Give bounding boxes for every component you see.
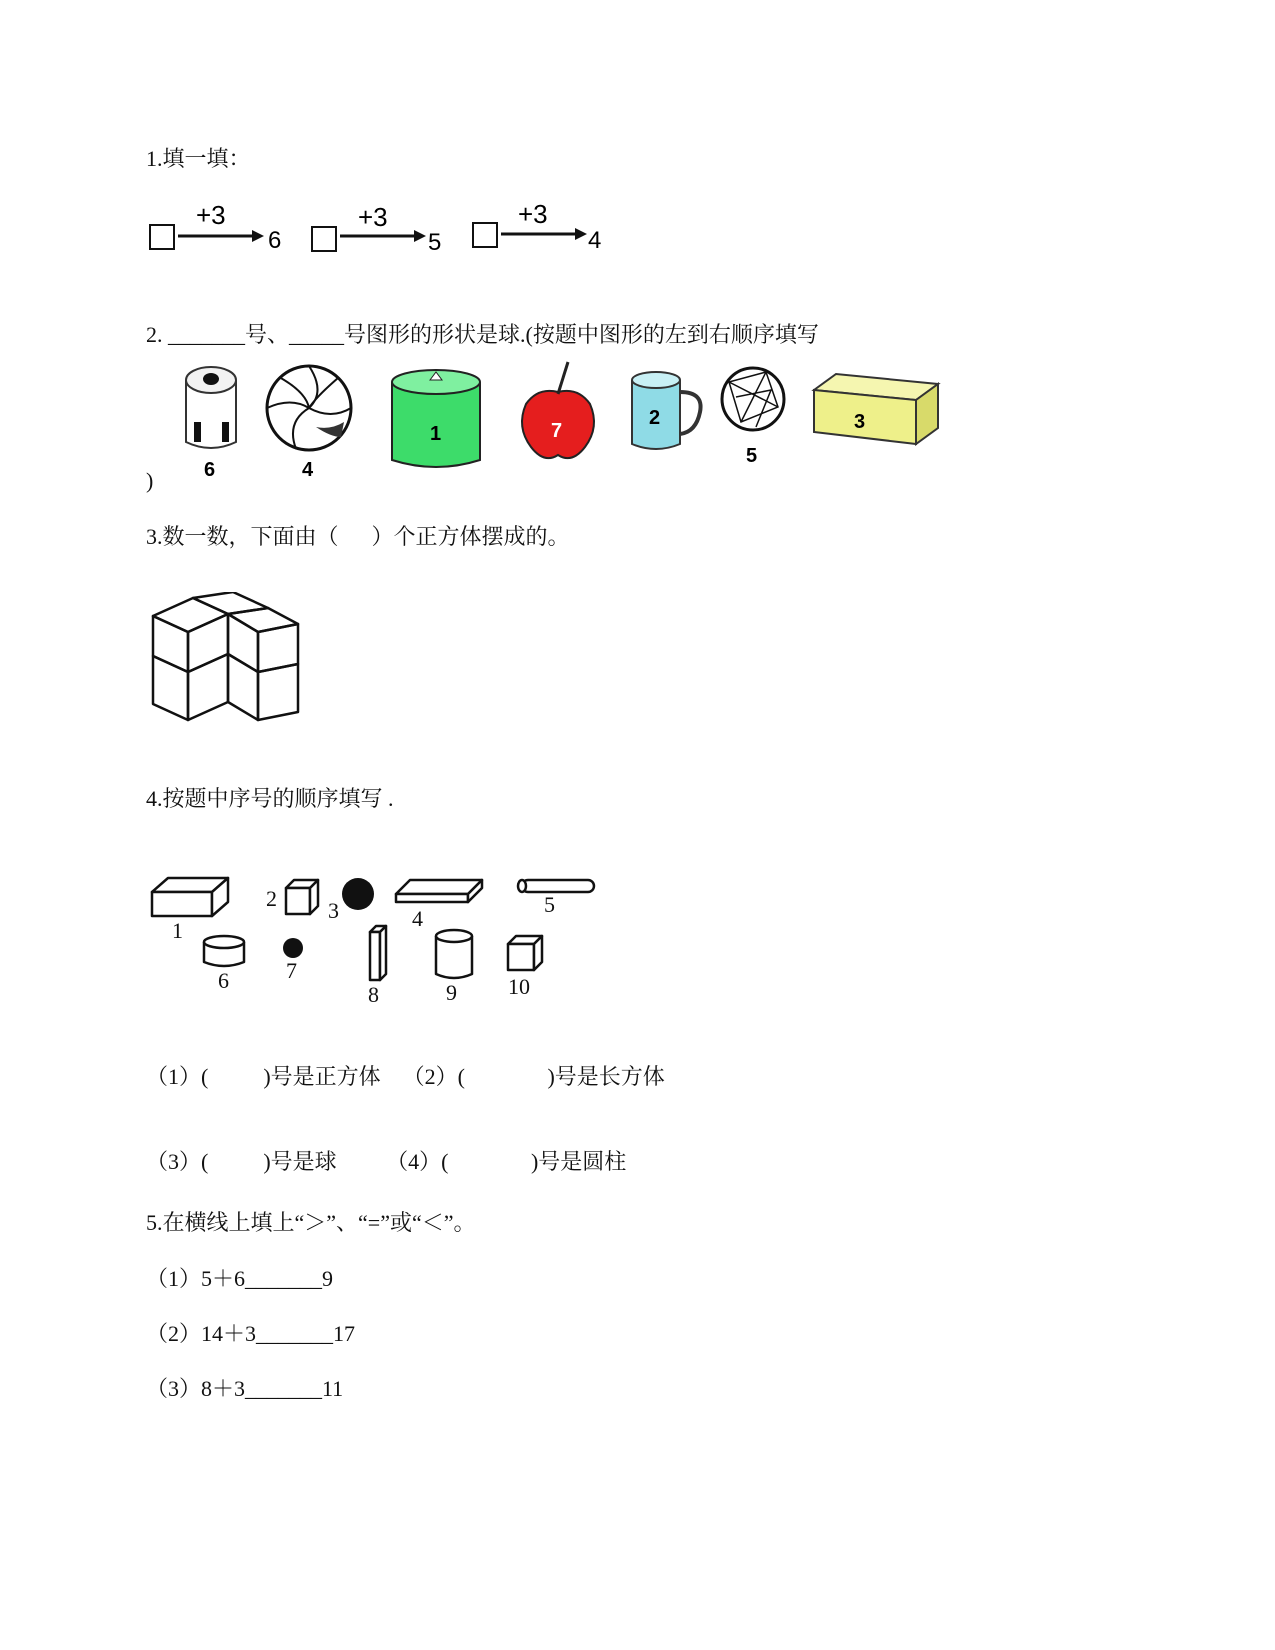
arrow-icon <box>414 230 426 242</box>
svg-text:1: 1 <box>172 918 183 943</box>
svg-text:4: 4 <box>302 459 314 481</box>
result-label-1: 6 <box>268 227 282 254</box>
answer-box-2[interactable] <box>312 227 336 251</box>
svg-text:3: 3 <box>328 898 339 923</box>
object-1-green-cylinder <box>392 370 480 467</box>
shape-7-ball <box>283 938 303 958</box>
q2-objects-figure <box>166 352 946 492</box>
q5-item-2: （2）14＋3_______17 <box>146 1321 356 1346</box>
op-label-1: +3 <box>196 200 226 230</box>
q4-line-1: （1）( )号是正方体 （2）( )号是长方体 <box>146 1064 665 1089</box>
svg-text:7: 7 <box>286 958 297 983</box>
svg-text:4: 4 <box>412 906 423 931</box>
q2-question: 2. _______号、_____号图形的形状是球.(按题中图形的左到右顺序填写 <box>146 322 819 347</box>
q5-item-1: （1）5＋6_______9 <box>146 1266 334 1291</box>
answer-box-1[interactable] <box>150 225 174 249</box>
svg-text:10: 10 <box>508 974 530 999</box>
svg-text:8: 8 <box>368 982 379 1007</box>
q5-question: 5.在横线上填上“＞”、“=”或“＜”。 <box>146 1210 476 1235</box>
svg-text:5: 5 <box>746 445 758 467</box>
svg-text:3: 3 <box>854 411 866 433</box>
q4-line-2: （3）( )号是球 （4）( )号是圆柱 <box>146 1149 627 1174</box>
q2-close-paren: ) <box>146 468 154 493</box>
svg-text:1: 1 <box>430 423 442 445</box>
q1-title: 1.填一填： <box>146 146 251 171</box>
op-label-3: +3 <box>518 199 548 229</box>
q5-item-3: （3）8＋3_______11 <box>146 1376 344 1401</box>
object-7-apple <box>522 362 594 458</box>
q3-cubes-figure <box>148 592 308 724</box>
shape-3-ball <box>342 878 374 910</box>
object-5-wire-ball <box>722 368 784 467</box>
q4-shapes-figure <box>146 862 616 1012</box>
result-label-3: 4 <box>588 227 602 254</box>
answer-box-3[interactable] <box>473 223 497 247</box>
q1-arrow-figures <box>140 196 620 266</box>
object-3-box <box>814 374 938 444</box>
svg-text:2: 2 <box>649 407 661 429</box>
object-2-mug <box>632 372 701 449</box>
svg-text:6: 6 <box>218 968 229 993</box>
svg-text:7: 7 <box>551 420 563 442</box>
object-6-cylinder <box>186 367 236 481</box>
svg-text:2: 2 <box>266 886 277 911</box>
arrow-icon <box>575 228 587 240</box>
q4-question: 4.按题中序号的顺序填写 . <box>146 786 394 811</box>
result-label-2: 5 <box>428 229 442 256</box>
svg-text:6: 6 <box>204 459 216 481</box>
object-4-ball <box>267 366 351 481</box>
arrow-icon <box>252 230 264 242</box>
q3-question: 3.数一数，下面由（ ）个正方体摆成的。 <box>146 524 570 549</box>
svg-text:5: 5 <box>544 892 555 917</box>
op-label-2: +3 <box>358 202 388 232</box>
svg-text:9: 9 <box>446 980 457 1005</box>
